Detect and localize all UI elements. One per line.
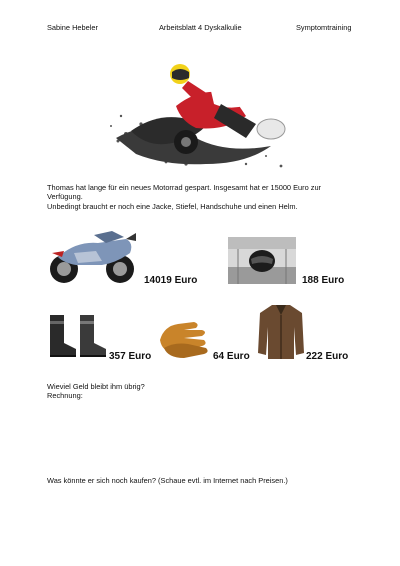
gloves-image [154, 318, 214, 360]
boots-image [46, 313, 108, 359]
question-text: Wieviel Geld bleibt ihm übrig? [47, 382, 145, 391]
intro-line-1: Thomas hat lange für ein neues Motorrad gespart. Insgesamt hat er 15000 Euro zur [47, 183, 322, 192]
motorcycle-image [46, 223, 138, 285]
gloves-price: 64 Euro [213, 351, 250, 362]
motorcycle-price: 14019 Euro [144, 275, 198, 286]
calculation-label: Rechnung: [47, 391, 83, 400]
helmet-image [228, 237, 296, 284]
followup-question: Was könnte er sich noch kaufen? (Schaue evtl. im Internet nach Preisen.) [47, 476, 288, 485]
helmet-price: 188 Euro [302, 275, 345, 286]
jacket-price: 222 Euro [306, 351, 349, 362]
hero-racer-image [96, 46, 296, 174]
intro-line-3: Unbedingt braucht er noch eine Jacke, Stiefel, Handschuhe und einen Helm. [47, 202, 298, 211]
header-author: Sabine Hebeler [47, 23, 98, 32]
header-title: Arbeitsblatt 4 Dyskalkulie [159, 23, 242, 32]
intro-line-2: Verfügung. [47, 192, 83, 201]
boots-price: 357 Euro [109, 351, 152, 362]
header-topic: Symptomtraining [296, 23, 352, 32]
jacket-image [258, 303, 304, 361]
